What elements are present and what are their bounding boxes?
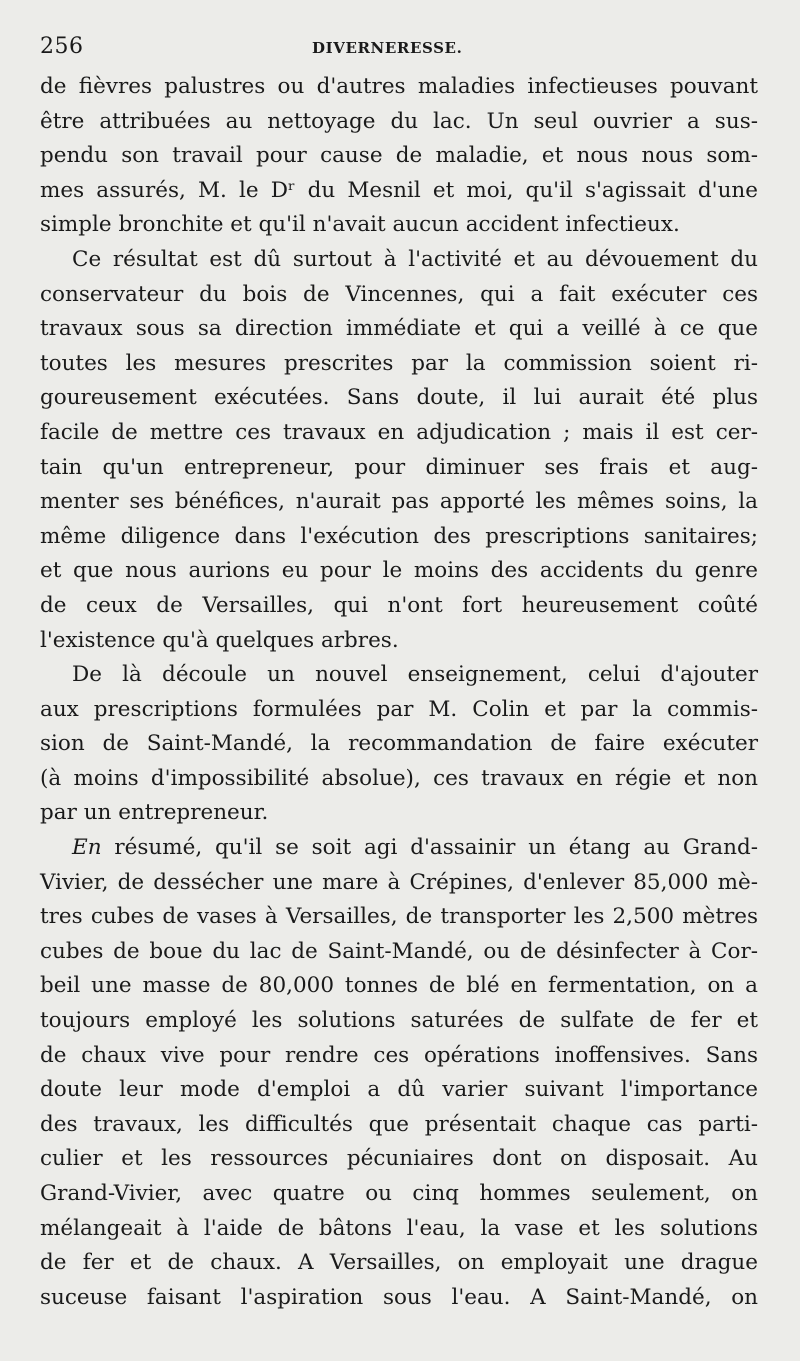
text-line: toujours employé les solutions saturées de sulfate de fer et xyxy=(40,1008,758,1034)
body-text xyxy=(40,70,758,1315)
text-line: suceuse faisant l'aspiration sous l'eau. A Saint-Mandé, on xyxy=(40,1284,758,1310)
text-line-rest: résumé, qu'il se soit agi d'assainir un étang au Grand- xyxy=(114,835,758,861)
text-line: tain qu'un entrepreneur, pour diminuer ses frais et aug- xyxy=(40,454,758,480)
text-line: Ce résultat est dû surtout à l'activité et au dévouement du xyxy=(72,246,758,272)
text-line: Vivier, de dessécher une mare à Crépines, d'enlever 85,000 mè- xyxy=(40,869,758,895)
text-line: et que nous aurions eu pour le moins des accidents du genre xyxy=(40,558,758,584)
italic-lead: En xyxy=(72,835,102,861)
text-line: mes assurés, M. le Dʳ du Mesnil et moi, qu'il s'agissait d'une xyxy=(40,177,758,203)
text-line xyxy=(40,831,758,866)
text-line: De là découle un nouvel enseignement, celui d'ajouter xyxy=(72,662,758,688)
text-line: beil une masse de 80,000 tonnes de blé en fermentation, on a xyxy=(40,973,758,999)
text-line: mélangeait à l'aide de bâtons l'eau, la vase et les solutions xyxy=(40,1215,758,1241)
text-line: sion de Saint-Mandé, la recommandation de faire exécuter xyxy=(40,731,758,757)
text-line: culier et les ressources pécuniaires dont on disposait. Au xyxy=(40,1146,758,1172)
text-line: menter ses bénéfices, n'aurait pas apporté les mêmes soins, la xyxy=(40,489,758,515)
text-line: (à moins d'impossibilité absolue), ces travaux en régie et non xyxy=(40,765,758,791)
text-line: de fer et de chaux. A Versailles, on employait une drague xyxy=(40,1250,758,1276)
text-line: aux prescriptions formulées par M. Colin et par la commis- xyxy=(40,696,758,722)
text-line: tres cubes de vases à Versailles, de transporter les 2,500 mètres xyxy=(40,904,758,930)
text-line: facile de mettre ces travaux en adjudication ; mais il est cer- xyxy=(40,419,758,445)
text-line: par un entrepreneur. xyxy=(40,800,269,826)
text-line: même diligence dans l'exécution des prescriptions sanitaires; xyxy=(40,523,758,549)
page-header xyxy=(40,34,760,64)
text-line: être attribuées au nettoyage du lac. Un seul ouvrier a sus- xyxy=(40,108,758,134)
running-head: DIVERNERESSE. xyxy=(312,39,463,57)
text-line: doute leur mode d'emploi a dû varier suivant l'importance xyxy=(40,1077,758,1103)
text-line: conservateur du bois de Vincennes, qui a fait exécuter ces xyxy=(40,281,758,307)
text-line: goureusement exécutées. Sans doute, il lui aurait été plus xyxy=(40,385,758,411)
text-line: cubes de boue du lac de Saint-Mandé, ou de désinfecter à Cor- xyxy=(40,938,758,964)
text-line: simple bronchite et qu'il n'avait aucun accident infectieux. xyxy=(40,212,680,238)
text-line: Grand-Vivier, avec quatre ou cinq hommes seulement, on xyxy=(40,1181,758,1206)
text-line: de chaux vive pour rendre ces opérations inoffensives. Sans xyxy=(40,1042,758,1068)
text-line: toutes les mesures prescrites par la commission soient ri- xyxy=(40,350,758,376)
text-line: de fièvres palustres ou d'autres maladies infectieuses pouvant xyxy=(40,74,758,99)
text-line: l'existence qu'à quelques arbres. xyxy=(40,627,399,653)
text-line: pendu son travail pour cause de maladie, et nous nous som- xyxy=(40,143,758,169)
text-line: de ceux de Versailles, qui n'ont fort heureusement coûté xyxy=(40,592,758,618)
text-line: travaux sous sa direction immédiate et qui a veillé à ce que xyxy=(40,316,758,342)
page-number: 256 xyxy=(40,34,84,59)
text-line: des travaux, les difficultés que présentait chaque cas parti- xyxy=(40,1111,758,1137)
